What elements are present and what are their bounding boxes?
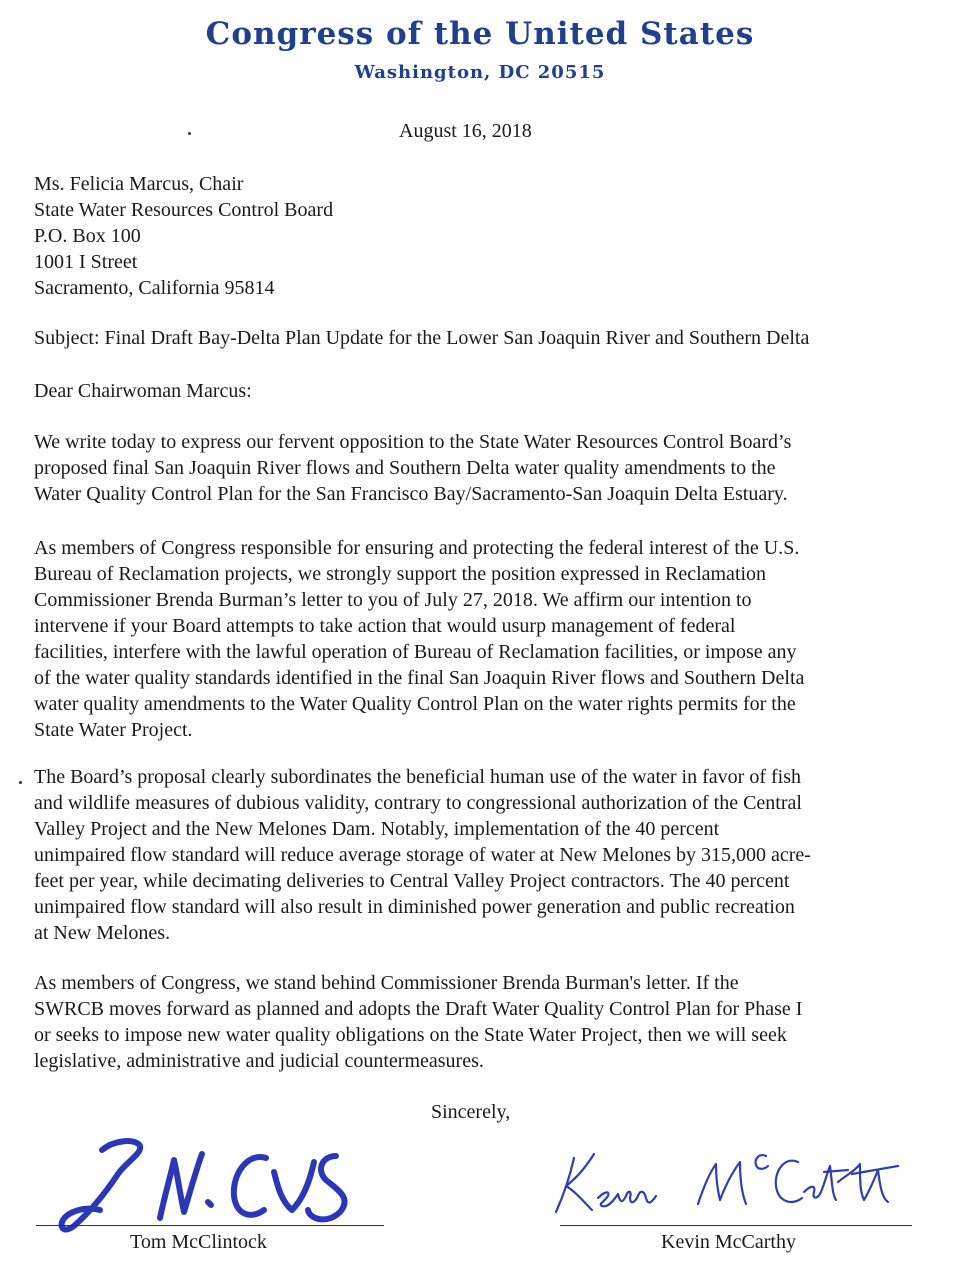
paragraph-line: intervene if your Board attempts to take action that would usurp management of federal	[34, 615, 736, 637]
paragraph-line: As members of Congress, we stand behind Commissioner Brenda Burman's letter. If the	[34, 972, 739, 994]
recipient-line: P.O. Box 100	[34, 225, 141, 247]
signatory-name: Tom McClintock	[130, 1231, 267, 1253]
paragraph-line: Valley Project and the New Melones Dam. Notably, implementation of the 40 percent	[34, 818, 720, 840]
paragraph-4	[34, 970, 914, 1074]
paragraph-line: proposed final San Joaquin River flows and Southern Delta water quality amendments to the	[34, 457, 776, 479]
paragraph-line: facilities, interfere with the lawful operation of Bureau of Reclamation facilities, or impose any	[34, 641, 797, 663]
paragraph-line: Water Quality Control Plan for the San Francisco Bay/Sacramento-San Joaquin Delta Estuary.	[34, 483, 788, 505]
letterhead	[0, 14, 960, 86]
signature-mcclintock	[52, 1132, 382, 1234]
paragraph-2	[34, 535, 914, 743]
paragraph-line: water quality amendments to the Water Quality Control Plan on the water rights permits for the	[34, 693, 796, 715]
paragraph-line: legislative, administrative and judicial countermeasures.	[34, 1050, 484, 1072]
scan-speck	[188, 132, 191, 135]
paragraph-line: of the water quality standards identified in the final San Joaquin River flows and Southern Delta	[34, 667, 805, 689]
subject-line: Subject: Final Draft Bay-Delta Plan Update for the Lower San Joaquin River and Southern Delta	[34, 327, 810, 349]
recipient-line: 1001 I Street	[34, 251, 138, 273]
paragraph-line: Commissioner Brenda Burman’s letter to you of July 27, 2018. We affirm our intention to	[34, 589, 752, 611]
letterhead-address: Washington, DC 20515	[354, 62, 606, 83]
signature-line	[36, 1225, 384, 1226]
letter-date: August 16, 2018	[399, 120, 532, 142]
letterhead-title: Congress of the United States	[205, 16, 755, 52]
paragraph-line: or seeks to impose new water quality obligations on the State Water Project, then we will seek	[34, 1024, 787, 1046]
paragraph-line: unimpaired flow standard will also result in diminished power generation and public recreation	[34, 896, 795, 918]
paragraph-line: The Board’s proposal clearly subordinates the beneficial human use of the water in favor of fish	[34, 766, 801, 788]
paragraph-1	[34, 429, 914, 507]
closing: Sincerely,	[431, 1101, 511, 1123]
paragraph-line: As members of Congress responsible for ensuring and protecting the federal interest of the U.S.	[34, 537, 800, 559]
recipient-address	[34, 171, 333, 301]
recipient-line: Ms. Felicia Marcus, Chair	[34, 173, 244, 195]
paragraph-line: unimpaired flow standard will reduce average storage of water at New Melones by 315,000 acre-	[34, 844, 811, 866]
paragraph-line: feet per year, while decimating deliveries to Central Valley Project contractors. The 40 percent	[34, 870, 790, 892]
paragraph-line: and wildlife measures of dubious validity, contrary to congressional authorization of the Central	[34, 792, 802, 814]
signature-mccarthy	[548, 1140, 918, 1220]
signature-line	[560, 1225, 912, 1226]
paragraph-line: at New Melones.	[34, 922, 171, 944]
recipient-line: State Water Resources Control Board	[34, 199, 334, 221]
scan-speck	[19, 781, 22, 784]
paragraph-line: SWRCB moves forward as planned and adopts the Draft Water Quality Control Plan for Phase I	[34, 998, 803, 1020]
recipient-line: Sacramento, California 95814	[34, 277, 275, 299]
paragraph-line: State Water Project.	[34, 719, 193, 741]
paragraph-3	[34, 764, 914, 946]
paragraph-line: We write today to express our fervent opposition to the State Water Resources Control Board’s	[34, 431, 792, 453]
paragraph-line: Bureau of Reclamation projects, we strongly support the position expressed in Reclamation	[34, 563, 767, 585]
salutation: Dear Chairwoman Marcus:	[34, 380, 252, 402]
signatory-name: Kevin McCarthy	[661, 1231, 796, 1253]
